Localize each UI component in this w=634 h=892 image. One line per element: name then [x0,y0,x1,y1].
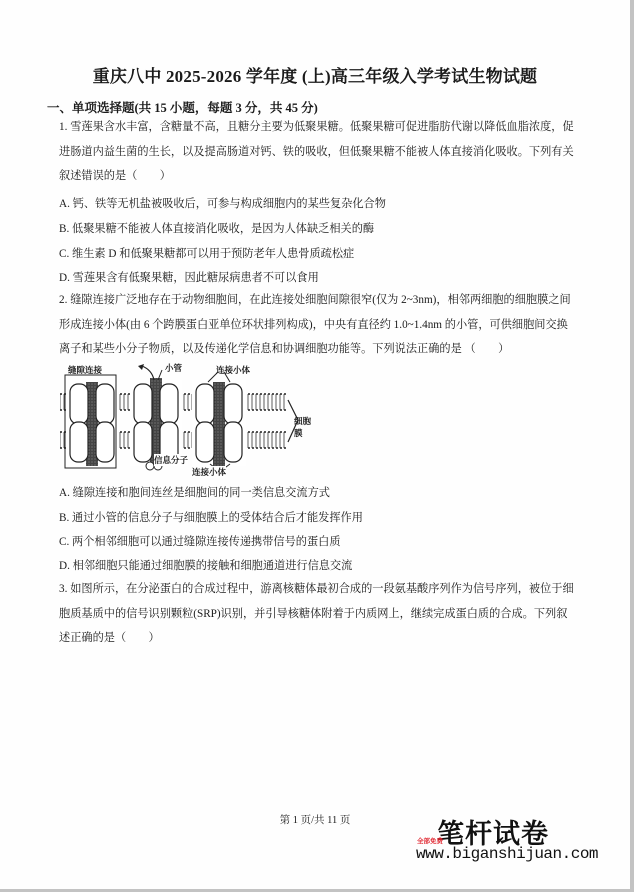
question-1-option-c: C. 维生素 D 和低聚果糖都可以用于预防老年人患骨质疏松症 [59,248,355,260]
label-membrane: 细胞膜 [294,417,312,439]
watermark-tag: 全部免费 [417,837,443,845]
question-2-option-d: D. 相邻细胞只能通过细胞膜的接触和细胞通道进行信息交流 [59,560,353,572]
question-1-option-a: A. 钙、铁等无机盐被吸收后，可参与构成细胞内的某些复杂化合物 [59,198,386,210]
stem-line: 形成连接小体(由 6 个跨膜蛋白亚单位环状排列构成)，中央有直径约 1.0~1.4nm 的小管，可供细胞间交换 [59,318,568,331]
question-1-stem [59,115,579,189]
question-2-option-a: A. 缝隙连接和胞间连丝是细胞间的同一类信息交流方式 [59,487,330,499]
label-gap-junction: 缝隙连接 [68,366,103,376]
label-signal-molecule: 信息分子 [154,456,189,466]
stem-line: 进肠道内益生菌的生长，以及提高肠道对钙、铁的吸收，但低聚果糖不能被人体直接消化吸收。下列有关 [59,145,574,158]
stem-line: 3. 如图所示，在分泌蛋白的合成过程中，游离核糖体最初合成的一段氨基酸序列作为信号序列，被位于细 [59,583,574,595]
connexon-1 [65,375,118,468]
watermark-url: www.biganshijuan.com [416,845,599,863]
label-connexon-bottom: 连接小体 [192,468,227,478]
connexon-3 [192,372,246,470]
stem-line: 胞质基质中的信号识别颗粒(SRP)识别，并引导核糖体附着于内质网上，继续完成蛋白质的合成。下列叙 [59,607,568,620]
stem-line: 离子和某些小分子物质，以及传递化学信息和协调细胞功能等。下列说法正确的是 （ ） [59,343,510,355]
question-3-stem [59,577,579,651]
question-2-stem [59,288,579,362]
label-connexon-top: 连接小体 [216,366,251,376]
page-number: 第 1 页/共 11 页 [279,815,351,826]
watermark-brand: 笔杆试卷 [437,819,549,850]
scrollbar[interactable] [630,0,634,892]
gap-junction-diagram [58,362,316,478]
stem-line: 1. 雪莲果含水丰富，含糖量不高，且糖分主要为低聚果糖。低聚果糖可促进脂肪代谢以降低血脂浓度，促 [59,121,574,133]
question-1-option-b: B. 低聚果糖不能被人体直接消化吸收，是因为人体缺乏相关的酶 [59,223,375,235]
stem-line: 叙述错误的是（ ） [59,170,171,182]
stem-line: 述正确的是（ ） [59,632,160,644]
question-1-option-d: D. 雪莲果含有低聚果糖，因此糖尿病患者不可以食用 [59,272,319,284]
section-heading: 一、单项选择题(共 15 小题，每题 3 分，共 45 分) [47,101,318,115]
stem-line: 2. 缝隙连接广泛地存在于动物细胞间，在此连接处细胞间隙很窄(仅为 2~3nm)，相邻两细胞的细胞膜之间 [59,294,571,306]
label-tubule: 小管 [165,364,183,374]
page-title: 重庆八中 2025-2026 学年度 (上)高三年级入学考试生物试题 [92,67,538,86]
question-2-option-c: C. 两个相邻细胞可以通过缝隙连接传递携带信号的蛋白质 [59,536,341,548]
question-2-option-b: B. 通过小管的信息分子与细胞膜上的受体结合后才能发挥作用 [59,512,363,524]
